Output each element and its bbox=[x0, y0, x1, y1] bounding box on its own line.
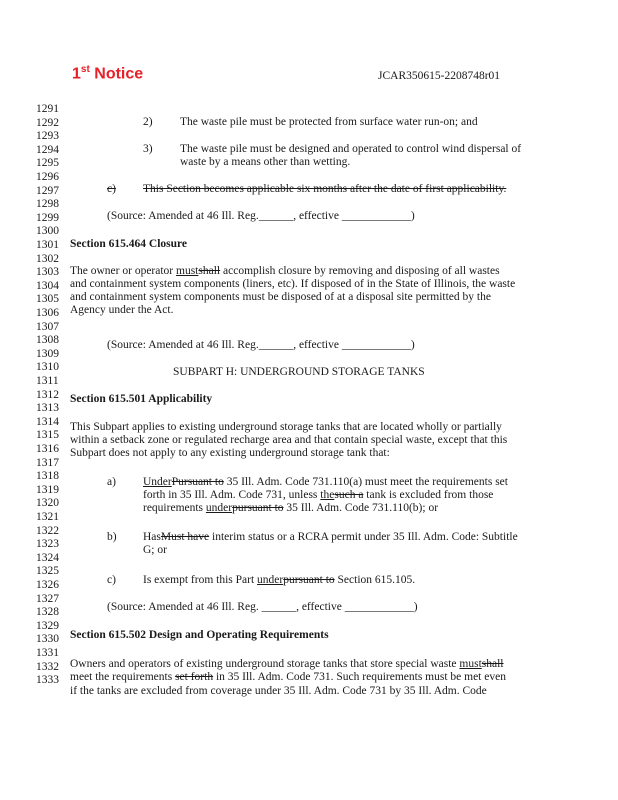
section-464-line-4: Agency under the Act. bbox=[70, 304, 174, 316]
line-number: 1321 bbox=[36, 511, 59, 523]
source-close: ) bbox=[410, 210, 415, 222]
line-number: 1309 bbox=[36, 347, 59, 360]
source-note-1 bbox=[107, 210, 415, 223]
source-blank-reg: ______ bbox=[258, 210, 294, 222]
section-464-line-2: and containment system components (liners, etc). If disposed of in the State of Illinois, the waste bbox=[70, 278, 516, 290]
section-502-line-2 bbox=[70, 671, 506, 684]
line-number: 1299 bbox=[36, 211, 59, 224]
line-number: 1313 bbox=[36, 402, 59, 415]
line-number: 1315 bbox=[36, 429, 59, 442]
line-number: 1320 bbox=[36, 497, 59, 510]
s464-l1-pre: The owner or operator bbox=[70, 265, 177, 277]
line-number: 1316 bbox=[36, 443, 59, 455]
line-number: 1327 bbox=[36, 592, 59, 605]
line-number: 1312 bbox=[36, 388, 59, 401]
line-number: 1306 bbox=[36, 307, 59, 319]
item-a-line-1 bbox=[143, 476, 508, 489]
a3-delete: pursuant to bbox=[232, 502, 284, 514]
s502-l2-delete: set forth bbox=[175, 671, 214, 683]
source-note-3 bbox=[107, 601, 418, 614]
line-number: 1329 bbox=[36, 619, 59, 632]
a3-insert: under bbox=[205, 502, 233, 514]
line-number: 1303 bbox=[36, 266, 59, 279]
section-502-heading: Section 615.502 Design and Operating Requirements bbox=[70, 629, 329, 641]
source2-pre: (Source: Amended at 46 Ill. Reg. bbox=[107, 339, 259, 351]
line-number: 1301 bbox=[36, 239, 59, 251]
line-number: 1325 bbox=[36, 565, 59, 578]
a1-delete: Pursuant to bbox=[171, 476, 224, 488]
line-number: 1318 bbox=[36, 470, 59, 483]
source2-blank-effective: ____________ bbox=[341, 339, 411, 351]
section-502-line-3: if the tanks are excluded from coverage under 35 Ill. Adm. Code 731 by 35 Ill. Adm. Code bbox=[70, 685, 487, 697]
source3-pre: (Source: Amended at 46 Ill. Reg. bbox=[107, 601, 259, 613]
s502-l1-insert: must bbox=[459, 658, 482, 670]
item-a-line-2 bbox=[143, 489, 493, 502]
line-number: 1332 bbox=[36, 660, 59, 673]
line-number: 1324 bbox=[36, 551, 59, 564]
section-464-line-1 bbox=[70, 265, 500, 278]
document-id: JCAR350615-2208748r01 bbox=[378, 70, 501, 82]
item-b-line-2: G; or bbox=[143, 544, 167, 556]
item-c-struck-number: c) bbox=[107, 183, 116, 195]
item-2-text: The waste pile must be protected from surface water run-on; and bbox=[180, 116, 478, 128]
item-3-line-2: waste by a means other than wetting. bbox=[180, 156, 351, 168]
a2-post: tank is excluded from those bbox=[363, 489, 494, 501]
s502-l1-pre: Owners and operators of existing underground storage tanks that store special waste bbox=[70, 658, 460, 670]
line-number: 1294 bbox=[36, 143, 59, 156]
a2-pre: forth in 35 Ill. Adm. Code 731, unless bbox=[143, 489, 321, 501]
line-number: 1323 bbox=[36, 538, 59, 551]
line-number: 1331 bbox=[36, 647, 59, 659]
notice-superscript: st bbox=[80, 64, 90, 75]
subpart-heading: SUBPART H: UNDERGROUND STORAGE TANKS bbox=[173, 366, 425, 378]
line-number: 1298 bbox=[36, 198, 59, 211]
line-number: 1308 bbox=[36, 334, 59, 347]
source2-blank-reg: ______ bbox=[258, 339, 294, 351]
b1-insert: Has bbox=[143, 531, 161, 543]
item-c-struck-text: This Section becomes applicable six months after the date of first applicability. bbox=[143, 183, 507, 195]
line-number: 1333 bbox=[36, 674, 59, 687]
item-3-line-1: The waste pile must be designed and operated to control wind dispersal of bbox=[180, 143, 522, 155]
source2-mid: , effective bbox=[293, 339, 339, 351]
line-number: 1326 bbox=[36, 579, 59, 591]
line-number: 1311 bbox=[36, 375, 59, 387]
item-b-line-1 bbox=[143, 531, 518, 544]
source3-blank-reg: ______ bbox=[261, 601, 297, 613]
section-464-line-3: and containment system components must be disposed of at a disposal site permitted by the bbox=[70, 291, 491, 303]
line-number: 1291 bbox=[36, 103, 59, 115]
line-number: 1297 bbox=[36, 184, 59, 197]
item-a-line-3 bbox=[143, 502, 438, 515]
c1-post: Section 615.105. bbox=[334, 574, 416, 586]
a1-post: 35 Ill. Adm. Code 731.110(a) must meet the requirements set bbox=[223, 476, 508, 488]
notice-number: 1 bbox=[72, 65, 81, 83]
c1-insert: under bbox=[257, 574, 284, 586]
line-number: 1310 bbox=[36, 361, 59, 374]
a2-delete: such a bbox=[334, 489, 364, 501]
notice-word: Notice bbox=[94, 65, 144, 83]
source3-mid: , effective bbox=[296, 601, 342, 613]
source2-close: ) bbox=[410, 339, 415, 351]
s464-l1-delete: shall bbox=[198, 265, 221, 277]
c1-delete: pursuant to bbox=[283, 574, 335, 586]
line-number: 1322 bbox=[36, 524, 59, 537]
source-note-2 bbox=[107, 339, 415, 352]
line-number: 1314 bbox=[36, 415, 59, 428]
item-c-number: c) bbox=[107, 574, 116, 586]
b1-post: interim status or a RCRA permit under 35 Ill. Adm. Code: Subtitle bbox=[209, 531, 518, 543]
line-number: 1307 bbox=[36, 320, 59, 333]
section-501-line-2: within a setback zone or regulated recharge area and that contain special waste, except that this bbox=[70, 434, 508, 446]
line-number: 1302 bbox=[36, 252, 59, 265]
line-number: 1293 bbox=[36, 130, 59, 143]
source3-blank-effective: ____________ bbox=[344, 601, 414, 613]
section-501-line-1: This Subpart applies to existing underground storage tanks that are located wholly or partially bbox=[70, 421, 502, 433]
section-501-line-3: Subpart does not apply to any existing underground storage tank that: bbox=[70, 447, 390, 459]
line-number: 1317 bbox=[36, 456, 59, 469]
s464-l1-insert: must bbox=[176, 265, 199, 277]
section-501-heading: Section 615.501 Applicability bbox=[70, 393, 213, 405]
item-3-number: 3) bbox=[143, 143, 153, 155]
s464-l1-post: accomplish closure by removing and disposing of all wastes bbox=[220, 265, 500, 277]
line-number: 1300 bbox=[36, 225, 59, 238]
line-number: 1296 bbox=[36, 171, 59, 183]
item-2-number: 2) bbox=[143, 116, 153, 128]
a3-post: 35 Ill. Adm. Code 731.110(b); or bbox=[283, 502, 439, 514]
a1-insert: Under bbox=[143, 476, 172, 488]
a2-insert: the bbox=[320, 489, 335, 501]
source-pre: (Source: Amended at 46 Ill. Reg. bbox=[107, 210, 259, 222]
source3-close: ) bbox=[413, 601, 418, 613]
line-number: 1295 bbox=[36, 157, 59, 170]
line-number: 1319 bbox=[36, 483, 59, 496]
s502-l1-delete: shall bbox=[481, 658, 504, 670]
line-number: 1330 bbox=[36, 633, 59, 646]
s502-l2-post: in 35 Ill. Adm. Code 731. Such requirements must be met even bbox=[213, 671, 506, 683]
line-number: 1292 bbox=[36, 116, 59, 129]
line-number: 1304 bbox=[36, 279, 59, 292]
s502-l2-pre: meet the requirements bbox=[70, 671, 176, 683]
b1-delete: Must have bbox=[160, 531, 210, 543]
line-number: 1305 bbox=[36, 293, 59, 306]
section-464-heading: Section 615.464 Closure bbox=[70, 238, 188, 250]
section-502-line-1 bbox=[70, 658, 504, 671]
c1-pre: Is exempt from this Part bbox=[143, 574, 258, 586]
source-blank-effective: ____________ bbox=[341, 210, 411, 222]
source-mid: , effective bbox=[293, 210, 339, 222]
first-notice-label bbox=[72, 64, 143, 83]
item-c-line-1 bbox=[143, 574, 415, 587]
line-number: 1328 bbox=[36, 606, 59, 619]
item-a-number: a) bbox=[107, 476, 116, 488]
item-b-number: b) bbox=[107, 531, 117, 543]
a3-pre: requirements bbox=[143, 502, 206, 514]
